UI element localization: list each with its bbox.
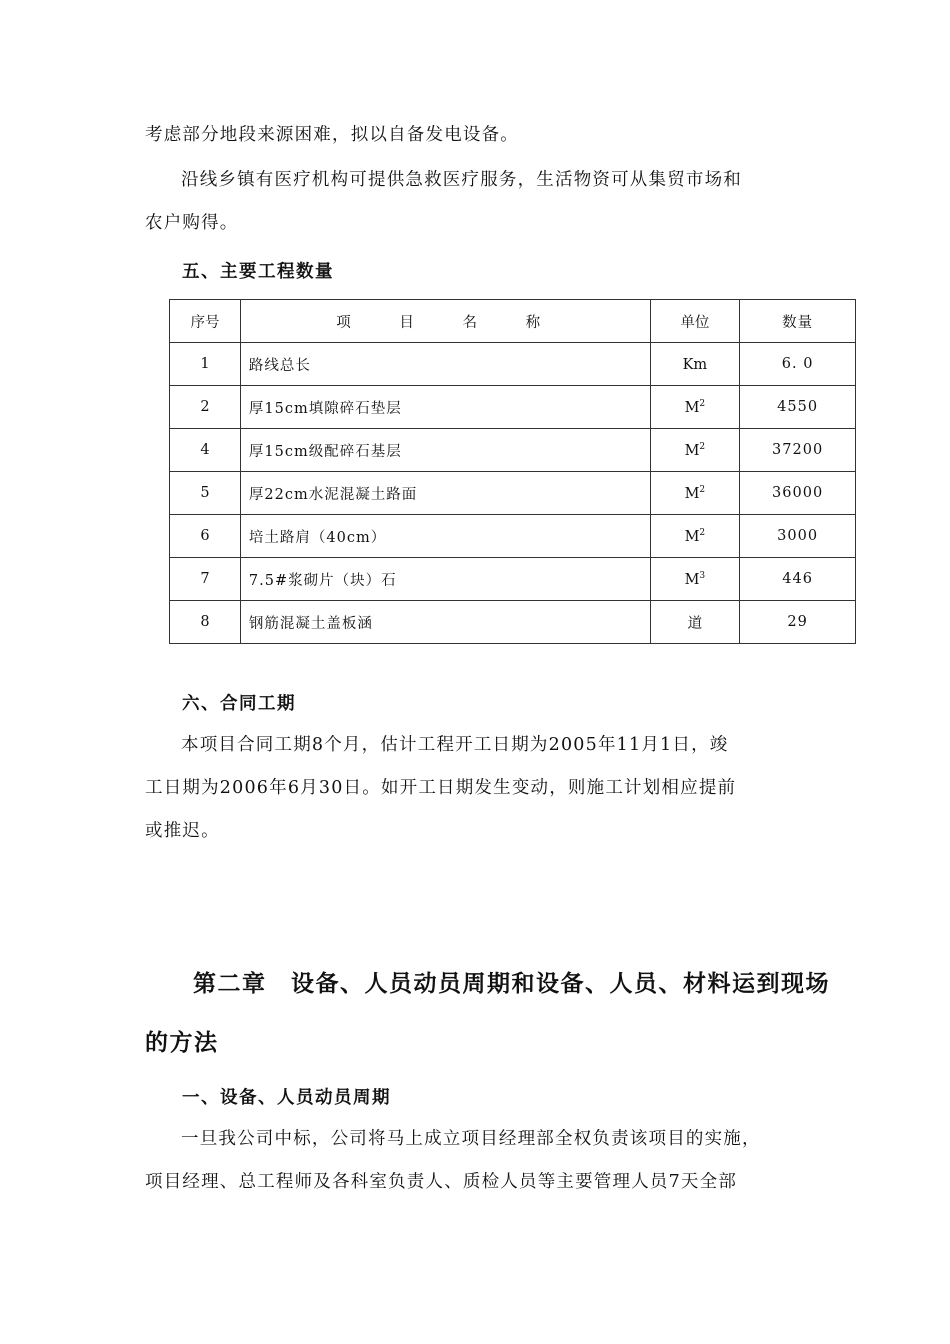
quantities-table: [169, 299, 856, 644]
table-row: [170, 343, 856, 386]
cell-unit: $M^2$: [650, 515, 740, 558]
cell-qty: 29: [740, 601, 856, 644]
header-unit: 单位: [650, 300, 740, 343]
cell-qty: 6. 0: [740, 343, 856, 386]
cell-qty: 4550: [740, 386, 856, 429]
table-row: [170, 601, 856, 644]
cell-qty: 446: [740, 558, 856, 601]
cell-unit: $M^2$: [650, 429, 740, 472]
paragraph-line: 本项目合同工期8个月，估计工程开工日期为2005年11月1日，竣: [181, 735, 729, 755]
table-row: [170, 472, 856, 515]
cell-no: 5: [170, 472, 241, 515]
cell-unit: $M^3$: [650, 558, 740, 601]
paragraph-line: 工日期为2006年6月30日。如开工日期发生变动，则施工计划相应提前: [145, 778, 737, 798]
paragraph-line: 或推迟。: [145, 821, 220, 841]
cell-name: 路线总长: [240, 343, 650, 386]
cell-name: 钢筋混凝土盖板涵: [240, 601, 650, 644]
section-heading: 六、合同工期: [182, 694, 296, 714]
paragraph-line: 考虑部分地段来源困难，拟以自备发电设备。: [145, 125, 519, 145]
cell-unit: $M^2$: [650, 472, 740, 515]
chapter-title-cont: 的方法: [145, 1030, 219, 1056]
cell-qty: 3000: [740, 515, 856, 558]
cell-unit: 道: [650, 601, 740, 644]
paragraph-line: 项目经理、总工程师及各科室负责人、质检人员等主要管理人员7天全部: [145, 1172, 738, 1192]
cell-no: 8: [170, 601, 241, 644]
cell-qty: 36000: [740, 472, 856, 515]
header-no: 序号: [170, 300, 241, 343]
table-row: [170, 429, 856, 472]
cell-no: 4: [170, 429, 241, 472]
cell-no: 1: [170, 343, 241, 386]
section-heading: 五、主要工程数量: [182, 262, 334, 282]
cell-name: 厚22cm水泥混凝土路面: [240, 472, 650, 515]
cell-no: 7: [170, 558, 241, 601]
cell-name: 培土路肩（40cm）: [240, 515, 650, 558]
table-row: [170, 515, 856, 558]
table-row: [170, 558, 856, 601]
cell-qty: 37200: [740, 429, 856, 472]
section-heading: 一、设备、人员动员周期: [182, 1088, 391, 1108]
cell-unit: Km: [650, 343, 740, 386]
header-name: 项 目 名 称: [240, 300, 650, 343]
paragraph-line: 沿线乡镇有医疗机构可提供急救医疗服务，生活物资可从集贸市场和: [181, 170, 742, 190]
paragraph-line: 农户购得。: [145, 213, 239, 233]
paragraph-line: 一旦我公司中标，公司将马上成立项目经理部全权负责该项目的实施，: [181, 1129, 761, 1149]
cell-name: 厚15cm填隙碎石垫层: [240, 386, 650, 429]
header-qty: 数量: [740, 300, 856, 343]
cell-name: 7.5#浆砌片（块）石: [240, 558, 650, 601]
table-row: [170, 386, 856, 429]
chapter-title: 第二章 设备、人员动员周期和设备、人员、材料运到现场: [193, 971, 830, 997]
cell-unit: $M^2$: [650, 386, 740, 429]
cell-name: 厚15cm级配碎石基层: [240, 429, 650, 472]
cell-no: 6: [170, 515, 241, 558]
table-header-row: [170, 300, 856, 343]
cell-no: 2: [170, 386, 241, 429]
